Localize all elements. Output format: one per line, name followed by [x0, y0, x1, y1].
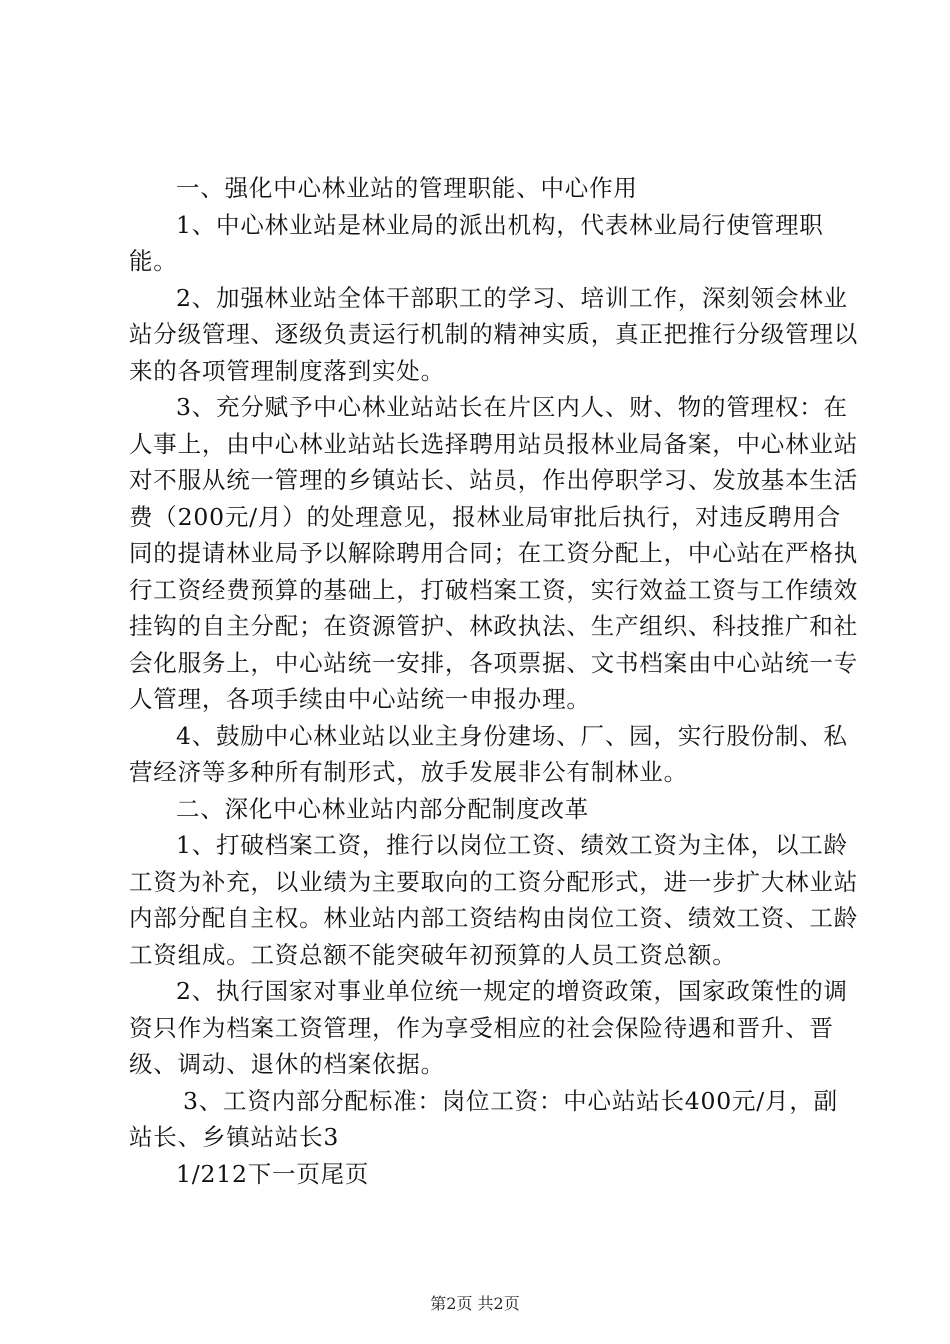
- page-footer: 第2页 共2页: [430, 1294, 520, 1313]
- paragraph-1-3: 3、充分赋予中心林业站站长在片区内人、财、物的管理权：在人事上，由中心林业站站长选择聘用站员报林业局备案，中心林业站对不服从统一管理的乡镇站长、站员，作出停职学习、发放基本生活费（200元/月）的处理意见，报林业局审批后执行，对违反聘用合同的提请林业局予以解除聘用合同；在工资分配上，中心站在严格执行工资经费预算的基础上，打破档案工资，实行效益工资与工作绩效挂钩的自主分配；在资源管护、林政执法、生产组织、科技推广和社会化服务上，中心站统一安排，各项票据、文书档案由中心站统一专人管理，各项手续由中心站统一申报办理。: [129, 393, 858, 713]
- document-body: [129, 170, 859, 1192]
- section-heading-1: 一、强化中心林业站的管理职能、中心作用: [176, 174, 638, 202]
- paragraph-2-1: 1、打破档案工资，推行以岗位工资、绩效工资为主体，以工龄工资为补充，以业绩为主要取向的工资分配形式，进一步扩大林业站内部分配自主权。林业站内部工资结构由岗位工资、绩效工资、工龄工资组成。工资总额不能突破年初预算的人员工资总额。: [129, 831, 858, 969]
- paragraph-2-2: 2、执行国家对事业单位统一规定的增资政策，国家政策性的调资只作为档案工资管理，作为享受相应的社会保险待遇和晋升、晋级、调动、退休的档案依据。: [129, 977, 848, 1078]
- section-heading-2: 二、深化中心林业站内部分配制度改革: [176, 794, 590, 823]
- paragraph-1-2: 2、加强林业站全体干部职工的学习、培训工作，深刻领会林业站分级管理、逐级负责运行机制的精神实质，真正把推行分级管理以来的各项管理制度落到实处。: [129, 283, 858, 385]
- pagination-links[interactable]: 1/212下一页尾页: [176, 1159, 370, 1188]
- paragraph-1-4: 4、鼓励中心林业站以业主身份建场、厂、园，实行股份制、私营经济等多种所有制形式，放手发展非公有制林业。: [129, 721, 848, 786]
- paragraph-1-1: 1、中心林业站是林业局的派出机构，代表林业局行使管理职能。: [129, 210, 824, 275]
- paragraph-2-3: 3、工资内部分配标准：岗位工资：中心站站长400元/月，副站长、乡镇站站长3: [129, 1086, 838, 1151]
